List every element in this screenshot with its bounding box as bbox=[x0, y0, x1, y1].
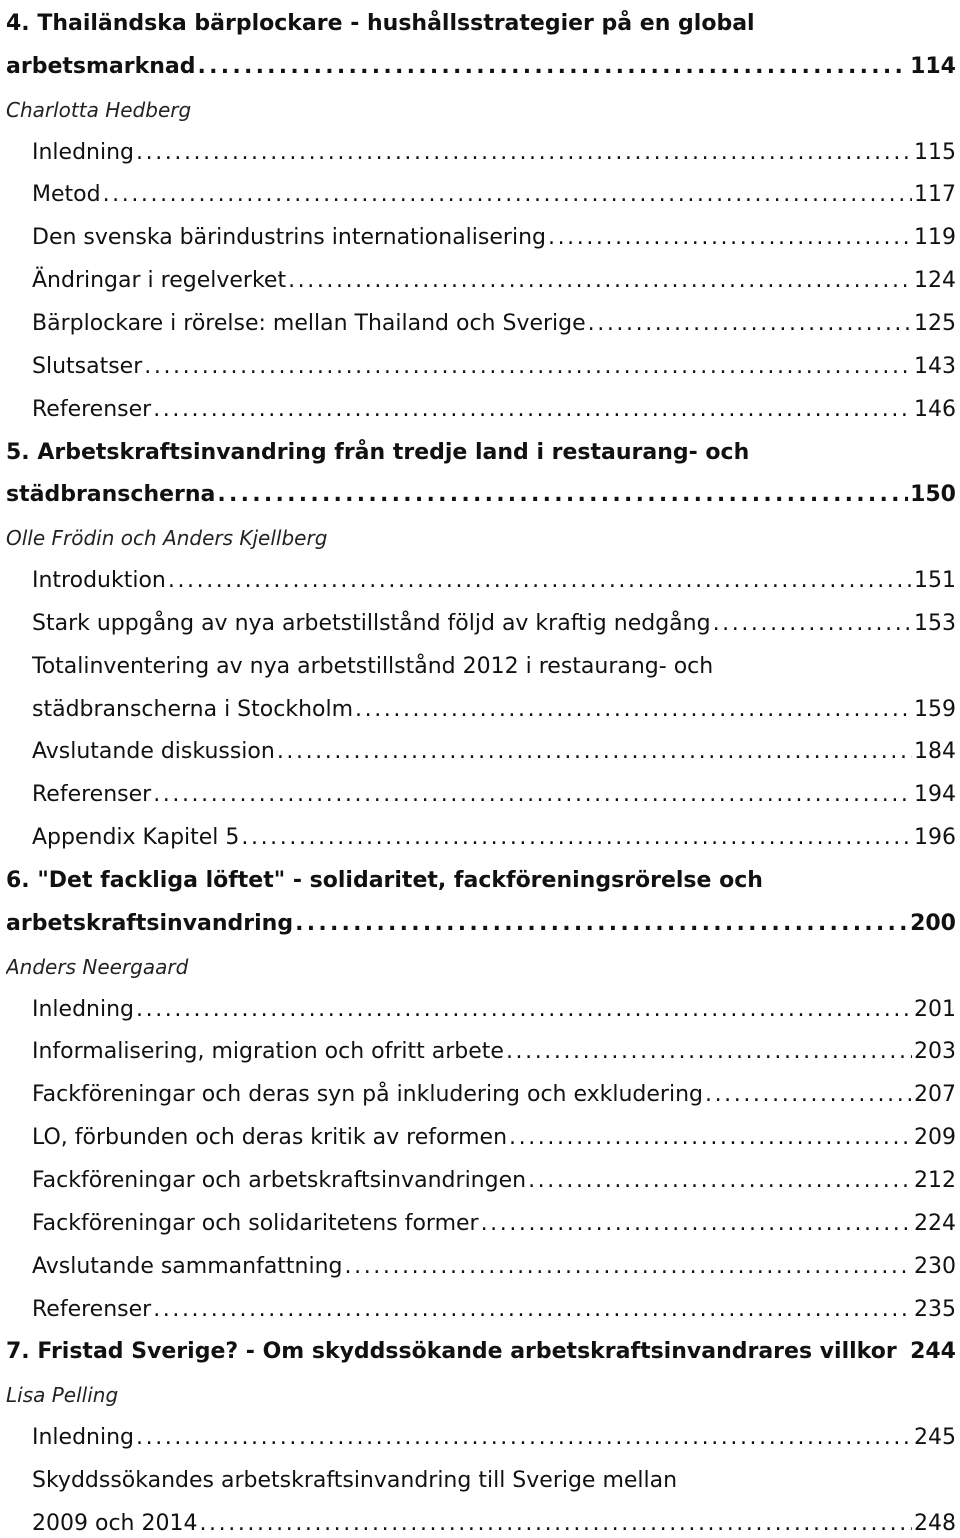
toc-entry[interactable] bbox=[32, 771, 956, 809]
dot-leader bbox=[528, 1167, 912, 1195]
dot-leader bbox=[481, 1210, 912, 1238]
toc-entry-title: Lisa Pelling bbox=[6, 1383, 119, 1408]
dot-leader bbox=[345, 1253, 912, 1281]
toc-entry-title: Fackföreningar och deras syn på inkludering och exkludering bbox=[32, 1082, 703, 1108]
dot-leader bbox=[136, 1424, 912, 1452]
toc-page-number: 200 bbox=[910, 910, 956, 936]
toc-page-number: 143 bbox=[914, 353, 956, 379]
dot-leader bbox=[153, 396, 912, 424]
toc-entry[interactable] bbox=[32, 557, 956, 595]
toc-entry[interactable] bbox=[32, 171, 956, 209]
toc-entry-title: 4. Thailändska bärplockare - hushållsstrategier på en global bbox=[6, 11, 755, 36]
toc-chapter-line bbox=[6, 0, 956, 38]
toc-page-number: 248 bbox=[914, 1510, 956, 1536]
toc-page-number: 230 bbox=[914, 1253, 956, 1279]
toc-page-number: 117 bbox=[914, 182, 956, 208]
toc-entry-title: Olle Frödin och Anders Kjellberg bbox=[6, 526, 328, 551]
toc-page-number: 114 bbox=[910, 53, 956, 79]
toc-entry[interactable] bbox=[32, 1157, 956, 1195]
dot-leader bbox=[288, 267, 912, 295]
dot-leader bbox=[153, 1296, 912, 1324]
toc-entry bbox=[32, 643, 956, 681]
toc-entry-title: 6. "Det fackliga löftet" - solidaritet, fackföreningsrörelse och bbox=[6, 868, 763, 893]
toc-entry[interactable] bbox=[32, 1200, 956, 1238]
toc-page-number: 212 bbox=[914, 1167, 956, 1193]
toc-entry-title: Introduktion bbox=[32, 568, 166, 594]
toc-entry-title: Avslutande diskussion bbox=[32, 739, 275, 765]
toc-chapter-line[interactable] bbox=[6, 900, 956, 938]
toc-entry-title: Metod bbox=[32, 182, 101, 208]
dot-leader bbox=[103, 181, 912, 209]
toc-page-number: 184 bbox=[914, 739, 956, 765]
toc-page-number: 159 bbox=[914, 696, 956, 722]
toc-entry-title: Anders Neergaard bbox=[6, 954, 189, 979]
toc-entry-title: arbetsmarknad bbox=[6, 53, 196, 79]
toc-page-number: 196 bbox=[914, 825, 956, 851]
toc-entry-title: Informalisering, migration och ofritt arbete bbox=[32, 1039, 504, 1065]
toc-page-number: 115 bbox=[914, 139, 956, 165]
toc-entry-title: 2009 och 2014 bbox=[32, 1510, 198, 1536]
dot-leader bbox=[136, 996, 912, 1024]
toc-entry[interactable] bbox=[32, 1414, 956, 1452]
toc-entry[interactable] bbox=[32, 1286, 956, 1324]
toc-entry-title: Skyddssökandes arbetskraftsinvandring till Sverige mellan bbox=[32, 1467, 678, 1493]
dot-leader bbox=[199, 1510, 912, 1538]
toc-page-number: 150 bbox=[910, 482, 956, 508]
dot-leader bbox=[153, 781, 912, 809]
dot-leader bbox=[705, 1081, 912, 1109]
toc-entry-title: Appendix Kapitel 5 bbox=[32, 825, 240, 851]
dot-leader bbox=[506, 1038, 912, 1066]
toc-entry-title: städbranscherna bbox=[6, 482, 216, 508]
toc-entry-title: Referenser bbox=[32, 396, 152, 422]
toc-entry[interactable] bbox=[32, 986, 956, 1024]
toc-entry-title: Referenser bbox=[32, 1296, 152, 1322]
dot-leader bbox=[295, 910, 908, 938]
toc-entry[interactable] bbox=[32, 728, 956, 766]
toc-page-number: 207 bbox=[914, 1082, 956, 1108]
toc-chapter-line[interactable] bbox=[6, 43, 956, 81]
dot-leader bbox=[509, 1124, 912, 1152]
toc-entry-title: städbranscherna i Stockholm bbox=[32, 696, 354, 722]
toc-page-number: 235 bbox=[914, 1296, 956, 1322]
toc-page-number: 201 bbox=[914, 996, 956, 1022]
dot-leader bbox=[136, 139, 912, 167]
toc-page-number: 194 bbox=[914, 782, 956, 808]
toc-page-number: 245 bbox=[914, 1425, 956, 1451]
toc-page-number: 244 bbox=[910, 1339, 956, 1365]
dot-leader bbox=[277, 738, 912, 766]
toc-entry[interactable] bbox=[32, 300, 956, 338]
toc-entry-title: LO, förbunden och deras kritik av reformen bbox=[32, 1125, 508, 1151]
toc-chapter-line bbox=[6, 857, 956, 895]
toc-page-number: 151 bbox=[914, 568, 956, 594]
toc-entry[interactable] bbox=[32, 600, 956, 638]
toc-entry-title: Bärplockare i rörelse: mellan Thailand och Sverige bbox=[32, 310, 586, 336]
toc-entry bbox=[32, 1457, 956, 1495]
toc-entry-title: Slutsatser bbox=[32, 353, 143, 379]
toc-page-number: 203 bbox=[914, 1039, 956, 1065]
dot-leader bbox=[217, 481, 908, 509]
toc-entry[interactable] bbox=[32, 1028, 956, 1066]
toc-entry[interactable] bbox=[32, 257, 956, 295]
toc-page-number: 224 bbox=[914, 1210, 956, 1236]
dot-leader bbox=[144, 353, 912, 381]
toc-author bbox=[6, 514, 956, 552]
toc-page-number: 153 bbox=[914, 610, 956, 636]
toc-author bbox=[6, 943, 956, 981]
dot-leader bbox=[588, 310, 912, 338]
toc-entry-title: Inledning bbox=[32, 1425, 135, 1451]
dot-leader bbox=[241, 824, 912, 852]
toc-entry-title: Fackföreningar och solidaritetens former bbox=[32, 1210, 479, 1236]
toc-entry-title: Inledning bbox=[32, 139, 135, 165]
toc-page-number: 119 bbox=[914, 225, 956, 251]
dot-leader bbox=[713, 610, 912, 638]
dot-leader bbox=[548, 224, 912, 252]
toc-entry[interactable] bbox=[32, 814, 956, 852]
toc-entry[interactable] bbox=[32, 129, 956, 167]
toc-page-number: 209 bbox=[914, 1125, 956, 1151]
toc-entry-title: Ändringar i regelverket bbox=[32, 268, 287, 294]
dot-leader bbox=[168, 567, 912, 595]
toc-entry[interactable] bbox=[32, 1243, 956, 1281]
toc-page-number: 146 bbox=[914, 396, 956, 422]
toc-entry[interactable] bbox=[32, 1114, 956, 1152]
toc-entry-title: 7. Fristad Sverige? - Om skyddssökande arbetskraftsinvandrares villkor bbox=[6, 1339, 897, 1365]
toc-entry[interactable] bbox=[32, 343, 956, 381]
toc-entry-title: 5. Arbetskraftsinvandring från tredje land i restaurang- och bbox=[6, 439, 750, 465]
toc-entry-title: Inledning bbox=[32, 996, 135, 1022]
toc-entry-title: Totalinventering av nya arbetstillstånd 2012 i restaurang- och bbox=[32, 653, 714, 679]
toc-page-number: 125 bbox=[914, 310, 956, 336]
toc-page-number: 124 bbox=[914, 268, 956, 294]
toc-entry-title: Den svenska bärindustrins internationalisering bbox=[32, 225, 546, 251]
toc-entry[interactable] bbox=[32, 1071, 956, 1109]
toc-author bbox=[6, 1371, 956, 1409]
dot-leader bbox=[355, 696, 912, 724]
toc-entry-title: arbetskraftsinvandring bbox=[6, 910, 294, 936]
toc-entry[interactable] bbox=[32, 1500, 956, 1538]
toc-entry-title: Referenser bbox=[32, 782, 152, 808]
toc-entry-title: Stark uppgång av nya arbetstillstånd följd av kraftig nedgång bbox=[32, 610, 711, 636]
toc-chapter-line bbox=[6, 429, 956, 467]
toc-entry[interactable] bbox=[32, 686, 956, 724]
toc-chapter-line[interactable] bbox=[6, 1328, 956, 1366]
toc-entry-title: Avslutande sammanfattning bbox=[32, 1253, 343, 1279]
toc-entry[interactable] bbox=[32, 386, 956, 424]
dot-leader bbox=[197, 53, 908, 81]
toc-entry[interactable] bbox=[32, 214, 956, 252]
toc-author bbox=[6, 86, 956, 124]
toc-entry-title: Charlotta Hedberg bbox=[6, 97, 192, 122]
toc-chapter-line[interactable] bbox=[6, 471, 956, 509]
toc-entry-title: Fackföreningar och arbetskraftsinvandringen bbox=[32, 1167, 527, 1193]
